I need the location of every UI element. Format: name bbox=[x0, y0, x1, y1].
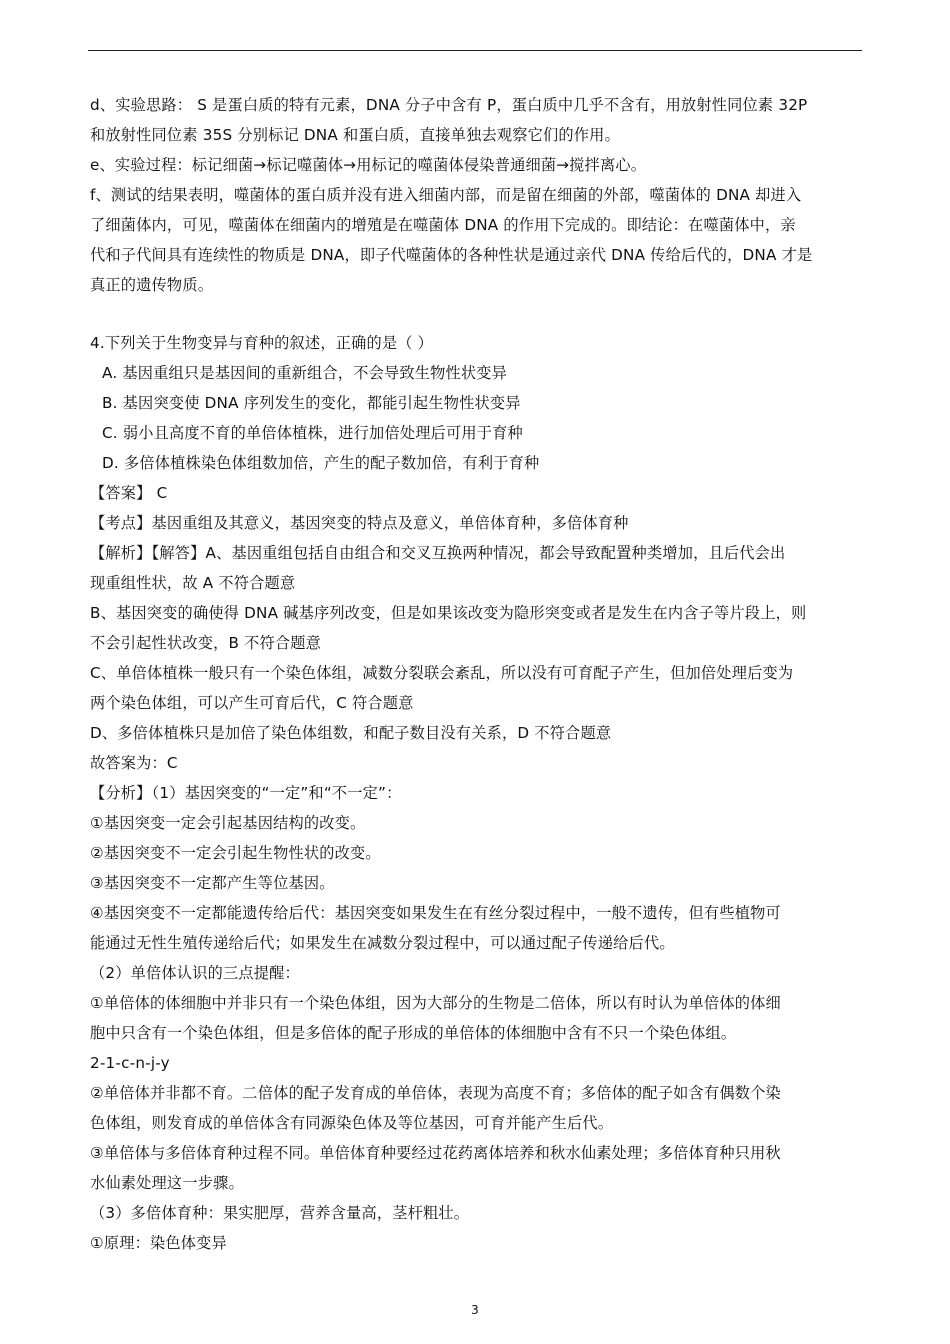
analysis-line: 色体组，则发育成的单倍体含有同源染色体及等位基因，可育并能产生后代。 bbox=[90, 1114, 614, 1132]
analysis-line: ①基因突变一定会引起基因结构的改变。 bbox=[90, 814, 366, 832]
analysis-line: 故答案为：C bbox=[90, 754, 178, 772]
analysis-line: ②基因突变不一定会引起生物性状的改变。 bbox=[90, 844, 381, 862]
answer-line: 【答案】 C bbox=[90, 484, 168, 502]
analysis-line: 【分析】（1）基因突变的“一定”和“不一定”： bbox=[90, 784, 402, 802]
text-line: d、实验思路： S 是蛋白质的特有元素，DNA 分子中含有 P，蛋白质中几乎不含有，用放射性同位素 32P bbox=[90, 96, 808, 114]
analysis-block bbox=[90, 538, 862, 1258]
text-line: 了细菌体内，可见，噬菌体在细菌内的增殖是在噬菌体 DNA 的作用下完成的。即结论：在噬菌体中，亲 bbox=[90, 216, 796, 234]
analysis-line: 现重组性状，故 A 不符合题意 bbox=[90, 574, 296, 592]
header-rule bbox=[88, 50, 862, 51]
analysis-line: ③单倍体与多倍体育种过程不同。单倍体育种要经过花药离体培养和秋水仙素处理；多倍体育种只用秋 bbox=[90, 1144, 781, 1162]
analysis-line: （2）单倍体认识的三点提醒： bbox=[90, 964, 300, 982]
analysis-line: ①原理：染色体变异 bbox=[90, 1234, 227, 1252]
kaodian-line: 【考点】基因重组及其意义，基因突变的特点及意义，单倍体育种，多倍体育种 bbox=[90, 514, 629, 532]
option-b: B. 基因突变使 DNA 序列发生的变化，都能引起生物性状变异 bbox=[102, 394, 521, 412]
analysis-line: C、单倍体植株一般只有一个染色体组，减数分裂联会紊乱，所以没有可育配子产生，但加倍处理后变为 bbox=[90, 664, 794, 682]
option-c: C. 弱小且高度不育的单倍体植株，进行加倍处理后可用于育种 bbox=[102, 424, 523, 442]
text-line: f、测试的结果表明，噬菌体的蛋白质并没有进入细菌内部，而是留在细菌的外部，噬菌体的 DNA 却进入 bbox=[90, 186, 802, 204]
analysis-line: 【解析】【解答】A、基因重组包括自由组合和交叉互换两种情况，都会导致配置种类增加，且后代会出 bbox=[90, 544, 786, 562]
page-number: 3 bbox=[471, 1303, 479, 1317]
analysis-line: D、多倍体植株只是加倍了染色体组数，和配子数目没有关系，D 不符合题意 bbox=[90, 724, 612, 742]
question-stem: 4.下列关于生物变异与育种的叙述，正确的是（ ） bbox=[90, 334, 434, 352]
analysis-line: 胞中只含有一个染色体组，但是多倍体的配子形成的单倍体的体细胞中含有不只一个染色体组。 bbox=[90, 1024, 737, 1042]
analysis-line: 2-1-c-n-j-y bbox=[90, 1054, 170, 1072]
option-d: D. 多倍体植株染色体组数加倍，产生的配子数加倍，有利于育种 bbox=[102, 454, 540, 472]
text-line: e、实验过程：标记细菌→标记噬菌体→用标记的噬菌体侵染普通细菌→搅拌离心。 bbox=[90, 156, 647, 174]
paragraph-e bbox=[90, 150, 862, 180]
analysis-line: ④基因突变不一定都能遗传给后代：基因突变如果发生在有丝分裂过程中，一般不遗传，但有些植物可 bbox=[90, 904, 781, 922]
spacer bbox=[90, 300, 862, 328]
analysis-line: ①单倍体的体细胞中并非只有一个染色体组，因为大部分的生物是二倍体，所以有时认为单倍体的体细 bbox=[90, 994, 781, 1012]
paragraph-f bbox=[90, 180, 862, 300]
analysis-line: ②单倍体并非都不育。二倍体的配子发育成的单倍体，表现为高度不育；多倍体的配子如含有偶数个染 bbox=[90, 1084, 781, 1102]
text-line: 代和子代间具有连续性的物质是 DNA，即子代噬菌体的各种性状是通过亲代 DNA 传给后代的，DNA 才是 bbox=[90, 246, 813, 264]
analysis-line: 水仙素处理这一步骤。 bbox=[90, 1174, 244, 1192]
analysis-line: 两个染色体组，可以产生可育后代，C 符合题意 bbox=[90, 694, 414, 712]
analysis-line: （3）多倍体育种：果实肥厚，营养含量高，茎杆粗壮。 bbox=[90, 1204, 470, 1222]
analysis-line: B、基因突变的确使得 DNA 碱基序列改变，但是如果该改变为隐形突变或者是发生在内含子等片段上，则 bbox=[90, 604, 807, 622]
paragraph-d bbox=[90, 90, 862, 150]
text-line: 和放射性同位素 35S 分别标记 DNA 和蛋白质，直接单独去观察它们的作用。 bbox=[90, 126, 620, 144]
document-body bbox=[90, 90, 862, 1258]
analysis-line: 不会引起性状改变，B 不符合题意 bbox=[90, 634, 322, 652]
question-block bbox=[90, 328, 862, 538]
analysis-line: 能通过无性生殖传递给后代；如果发生在减数分裂过程中，可以通过配子传递给后代。 bbox=[90, 934, 675, 952]
analysis-line: ③基因突变不一定都产生等位基因。 bbox=[90, 874, 335, 892]
text-line: 真正的遗传物质。 bbox=[90, 276, 214, 294]
option-a: A. 基因重组只是基因间的重新组合，不会导致生物性状变异 bbox=[102, 364, 508, 382]
